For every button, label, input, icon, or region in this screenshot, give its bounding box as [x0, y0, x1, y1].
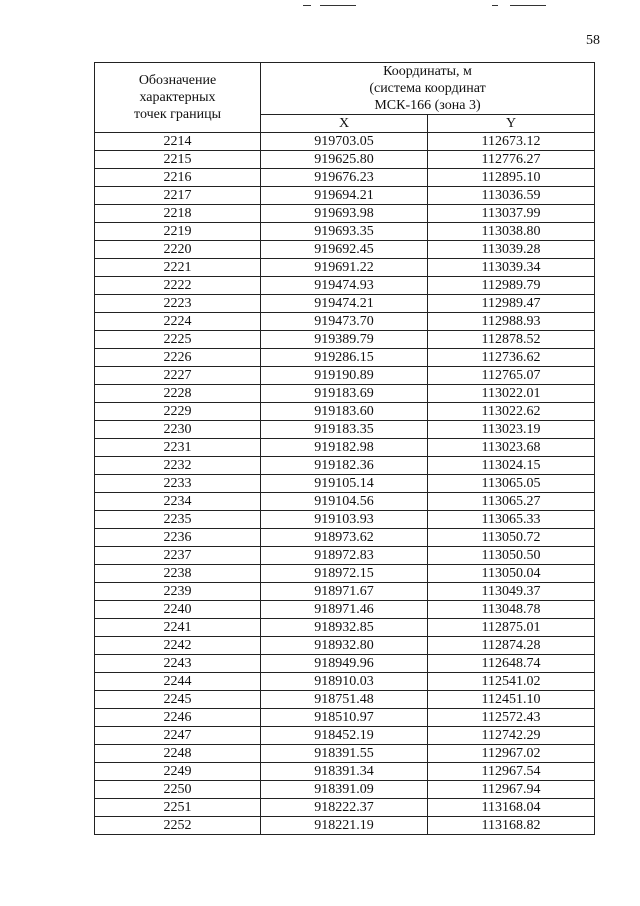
cell-x: 919182.98: [261, 439, 428, 457]
cell-y: 112874.28: [428, 637, 595, 655]
cell-y: 113065.33: [428, 511, 595, 529]
table-row: [95, 439, 595, 457]
cell-x: 918910.03: [261, 673, 428, 691]
table-row: [95, 187, 595, 205]
cell-y: 113023.68: [428, 439, 595, 457]
cell-point-id: 2237: [95, 547, 261, 565]
cell-y: 112776.27: [428, 151, 595, 169]
cell-point-id: 2226: [95, 349, 261, 367]
cell-x: 918932.80: [261, 637, 428, 655]
cell-x: 919183.35: [261, 421, 428, 439]
table-row: [95, 313, 595, 331]
table-row: [95, 385, 595, 403]
cell-point-id: 2214: [95, 133, 261, 151]
cell-x: 919389.79: [261, 331, 428, 349]
cell-point-id: 2232: [95, 457, 261, 475]
cell-point-id: 2243: [95, 655, 261, 673]
cell-y: 112988.93: [428, 313, 595, 331]
cell-y: 112967.02: [428, 745, 595, 763]
cell-point-id: 2238: [95, 565, 261, 583]
table-row: [95, 331, 595, 349]
cell-point-id: 2252: [95, 817, 261, 835]
header-coordinates: Координаты, м (система координат МСК-166 (зона 3): [261, 63, 595, 115]
cell-y: 113168.82: [428, 817, 595, 835]
cell-point-id: 2216: [95, 169, 261, 187]
table-row: [95, 151, 595, 169]
cell-y: 112967.54: [428, 763, 595, 781]
table-row: [95, 169, 595, 187]
table-row: [95, 493, 595, 511]
cell-x: 918452.19: [261, 727, 428, 745]
cell-point-id: 2228: [95, 385, 261, 403]
cell-x: 919693.98: [261, 205, 428, 223]
cell-x: 918221.19: [261, 817, 428, 835]
table-row: [95, 691, 595, 709]
cell-x: 919286.15: [261, 349, 428, 367]
cell-point-id: 2241: [95, 619, 261, 637]
cell-x: 918222.37: [261, 799, 428, 817]
table-row: [95, 295, 595, 313]
cell-x: 919183.60: [261, 403, 428, 421]
cell-y: 112989.79: [428, 277, 595, 295]
table-row: [95, 205, 595, 223]
cell-point-id: 2223: [95, 295, 261, 313]
table-row: [95, 421, 595, 439]
cell-x: 919474.21: [261, 295, 428, 313]
cell-point-id: 2248: [95, 745, 261, 763]
cell-point-id: 2240: [95, 601, 261, 619]
table-row: [95, 277, 595, 295]
cell-x: 919182.36: [261, 457, 428, 475]
cell-point-id: 2230: [95, 421, 261, 439]
cell-x: 918510.97: [261, 709, 428, 727]
cell-y: 113036.59: [428, 187, 595, 205]
table-row: [95, 223, 595, 241]
cell-y: 112451.10: [428, 691, 595, 709]
table-row: [95, 565, 595, 583]
cell-point-id: 2234: [95, 493, 261, 511]
table-row: [95, 547, 595, 565]
cell-point-id: 2220: [95, 241, 261, 259]
cell-point-id: 2249: [95, 763, 261, 781]
table-row: [95, 619, 595, 637]
cell-y: 113048.78: [428, 601, 595, 619]
cell-x: 918932.85: [261, 619, 428, 637]
cell-point-id: 2221: [95, 259, 261, 277]
cell-x: 918971.67: [261, 583, 428, 601]
cell-point-id: 2246: [95, 709, 261, 727]
cell-x: 919183.69: [261, 385, 428, 403]
cell-y: 112673.12: [428, 133, 595, 151]
cell-y: 112742.29: [428, 727, 595, 745]
cell-point-id: 2225: [95, 331, 261, 349]
table-row: [95, 673, 595, 691]
cell-y: 113038.80: [428, 223, 595, 241]
cell-x: 919473.70: [261, 313, 428, 331]
cell-y: 113050.72: [428, 529, 595, 547]
cell-x: 918391.55: [261, 745, 428, 763]
cell-y: 113050.50: [428, 547, 595, 565]
cell-x: 919103.93: [261, 511, 428, 529]
cell-y: 113065.05: [428, 475, 595, 493]
table-row: [95, 763, 595, 781]
cell-x: 918949.96: [261, 655, 428, 673]
table-row: [95, 133, 595, 151]
cell-point-id: 2245: [95, 691, 261, 709]
cell-y: 113065.27: [428, 493, 595, 511]
cell-point-id: 2244: [95, 673, 261, 691]
cell-point-id: 2235: [95, 511, 261, 529]
cell-point-id: 2222: [95, 277, 261, 295]
table-row: [95, 349, 595, 367]
cell-point-id: 2224: [95, 313, 261, 331]
cell-x: 919703.05: [261, 133, 428, 151]
scan-artifact-marks: [0, 2, 640, 10]
cell-point-id: 2231: [95, 439, 261, 457]
cell-x: 919190.89: [261, 367, 428, 385]
table-row: [95, 655, 595, 673]
cell-x: 919474.93: [261, 277, 428, 295]
cell-x: 919693.35: [261, 223, 428, 241]
cell-y: 113022.62: [428, 403, 595, 421]
table-row: [95, 817, 595, 835]
header-point-designation: Обозначение характерных точек границы: [95, 63, 261, 133]
cell-point-id: 2233: [95, 475, 261, 493]
cell-y: 112541.02: [428, 673, 595, 691]
cell-y: 112895.10: [428, 169, 595, 187]
coordinates-table: [94, 62, 595, 835]
cell-point-id: 2229: [95, 403, 261, 421]
table-row: [95, 475, 595, 493]
table-row: [95, 583, 595, 601]
table-row: [95, 529, 595, 547]
cell-point-id: 2242: [95, 637, 261, 655]
cell-x: 919105.14: [261, 475, 428, 493]
table-row: [95, 403, 595, 421]
table-row: [95, 511, 595, 529]
table-row: [95, 781, 595, 799]
table-row: [95, 601, 595, 619]
cell-y: 112765.07: [428, 367, 595, 385]
cell-y: 112875.01: [428, 619, 595, 637]
cell-y: 112736.62: [428, 349, 595, 367]
cell-point-id: 2251: [95, 799, 261, 817]
cell-y: 113023.19: [428, 421, 595, 439]
cell-y: 112989.47: [428, 295, 595, 313]
cell-x: 919692.45: [261, 241, 428, 259]
table-row: [95, 259, 595, 277]
cell-point-id: 2227: [95, 367, 261, 385]
cell-point-id: 2217: [95, 187, 261, 205]
cell-point-id: 2215: [95, 151, 261, 169]
cell-y: 112648.74: [428, 655, 595, 673]
cell-y: 113050.04: [428, 565, 595, 583]
table-row: [95, 709, 595, 727]
table-row: [95, 799, 595, 817]
cell-y: 113022.01: [428, 385, 595, 403]
cell-point-id: 2236: [95, 529, 261, 547]
cell-y: 112572.43: [428, 709, 595, 727]
cell-y: 113037.99: [428, 205, 595, 223]
cell-x: 918391.34: [261, 763, 428, 781]
table-row: [95, 745, 595, 763]
cell-y: 112878.52: [428, 331, 595, 349]
cell-y: 113049.37: [428, 583, 595, 601]
cell-x: 918391.09: [261, 781, 428, 799]
cell-point-id: 2218: [95, 205, 261, 223]
cell-y: 113024.15: [428, 457, 595, 475]
cell-y: 113039.28: [428, 241, 595, 259]
cell-x: 919625.80: [261, 151, 428, 169]
table-row: [95, 241, 595, 259]
cell-y: 113039.34: [428, 259, 595, 277]
table-row: [95, 367, 595, 385]
table-body: [95, 133, 595, 835]
cell-x: 919104.56: [261, 493, 428, 511]
cell-point-id: 2219: [95, 223, 261, 241]
header-x: X: [261, 115, 428, 133]
cell-x: 919691.22: [261, 259, 428, 277]
header-y: Y: [428, 115, 595, 133]
table-row: [95, 727, 595, 745]
cell-x: 918972.15: [261, 565, 428, 583]
cell-x: 919694.21: [261, 187, 428, 205]
table-row: [95, 637, 595, 655]
cell-y: 112967.94: [428, 781, 595, 799]
cell-x: 918972.83: [261, 547, 428, 565]
cell-point-id: 2247: [95, 727, 261, 745]
table-row: [95, 457, 595, 475]
page-number: 58: [586, 33, 600, 48]
cell-y: 113168.04: [428, 799, 595, 817]
cell-x: 918973.62: [261, 529, 428, 547]
cell-point-id: 2239: [95, 583, 261, 601]
cell-point-id: 2250: [95, 781, 261, 799]
cell-x: 918751.48: [261, 691, 428, 709]
cell-x: 918971.46: [261, 601, 428, 619]
cell-x: 919676.23: [261, 169, 428, 187]
